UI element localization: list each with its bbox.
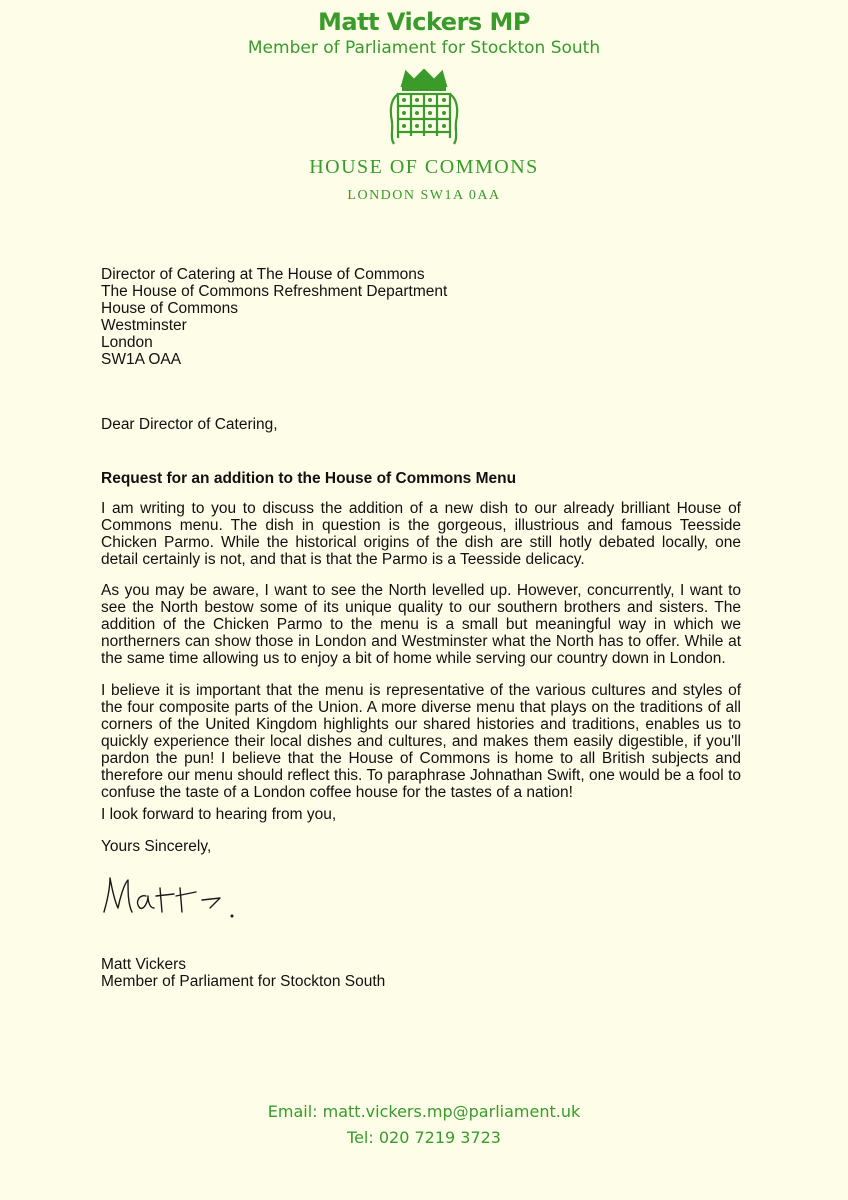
signoff: Yours Sincerely, (101, 838, 212, 855)
handwritten-signature (98, 868, 238, 930)
subject-line: Request for an addition to the House of Commons Menu (101, 470, 517, 487)
recipient-line: Westminster (101, 317, 187, 334)
recipient-line: The House of Commons Refreshment Department (101, 283, 448, 300)
recipient-address (101, 266, 447, 368)
closing-line: I look forward to hearing from you, (101, 806, 337, 823)
recipient-line: London (101, 334, 153, 351)
mp-role-heading: Member of Parliament for Stockton South (247, 38, 601, 58)
portcullis-icon (384, 66, 464, 148)
footer-email: Email: matt.vickers.mp@parliament.uk (267, 1102, 581, 1121)
body-paragraph: I believe it is important that the menu is representative of the various cultures and styles of the four composite parts of the Union. A more diverse menu that plays on the traditions of all corners of the United Kingdom highlights our shared histories and traditions, enables us to quickly experience their local dishes and cultures, and makes them easily digestible, if you'll pardon the pun! I believe that the House of Commons is home to all British subjects and therefore our menu should reflect this. To paraphrase Johnathan Swift, one would be a fool to confuse the taste of a London coffee house for the tastes of a nation! (101, 682, 741, 801)
recipient-line: Director of Catering at The House of Commons (101, 266, 425, 283)
signer-block (101, 956, 385, 990)
recipient-line: House of Commons (101, 300, 238, 317)
footer-telephone: Tel: 020 7219 3723 (347, 1128, 501, 1147)
mp-name-heading: Matt Vickers MP (317, 8, 531, 36)
signer-name: Matt Vickers (101, 956, 186, 973)
signer-role: Member of Parliament for Stockton South (101, 973, 386, 990)
body-paragraph: As you may be aware, I want to see the North levelled up. However, concurrently, I want to see the North bestow some of its unique quality to our southern brothers and sisters. The addition of the Chicken Parmo to the menu is a small but meaningful way in which we northerners can show those in London and Westminster what the North has to offer. While at the same time allowing us to enjoy a bit of home while serving our country down in London. (101, 582, 741, 667)
house-of-commons-title: HOUSE OF COMMONS (309, 156, 539, 178)
body-paragraph: I am writing to you to discuss the addition of a new dish to our already brilliant House of Commons menu. The dish in question is the gorgeous, illustrious and famous Teesside Chicken Parmo. While the historical origins of the dish are still hotly debated locally, one detail certainly is not, and that is that the Parmo is a Teesside delicacy. (101, 500, 741, 568)
salutation: Dear Director of Catering, (101, 416, 278, 433)
house-address: LONDON SW1A 0AA (347, 188, 501, 203)
recipient-line: SW1A OAA (101, 351, 182, 368)
